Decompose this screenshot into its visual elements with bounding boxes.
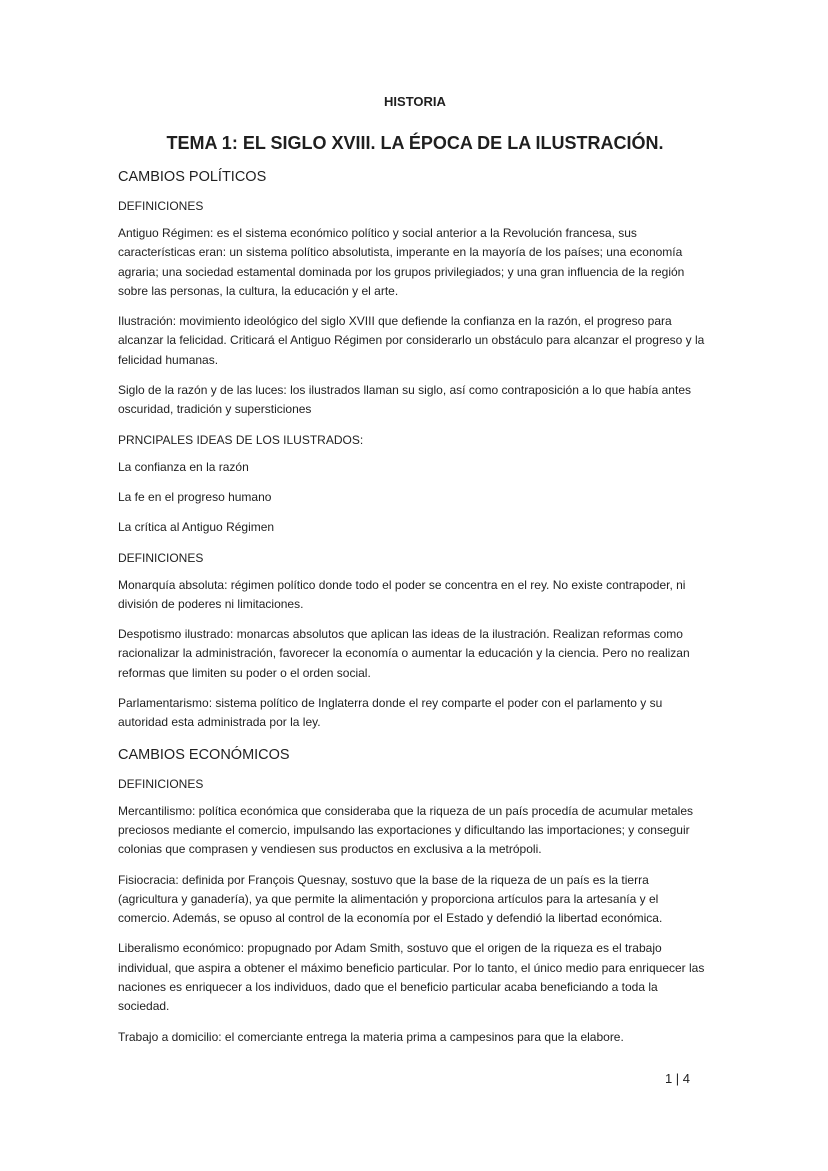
paragraph-liberalismo-economico: Liberalismo económico: propugnado por Adam Smith, sostuvo que el origen de la riqueza es el trabajo individual, que aspira a obtener el máximo beneficio particular. Por lo tanto, el único medio para enriquecer las naciones es enriquecer a los individuos, dado que el beneficio particular acaba beneficiando a toda la sociedad. — [118, 941, 705, 1014]
paragraph-trabajo-a-domicilio: Trabajo a domicilio: el comerciante entrega la materia prima a campesinos para que la elabore. — [118, 1029, 624, 1044]
section-heading-cambios-politicos: CAMBIOS POLÍTICOS — [118, 169, 267, 185]
paragraph-monarquia-absoluta: Monarquía absoluta: régimen político donde todo el poder se concentra en el rey. No existe contrapoder, ni división de poderes ni limitaciones. — [118, 577, 686, 611]
paragraph-parlamentarismo: Parlamentarismo: sistema político de Inglaterra donde el rey comparte el poder con el parlamento y su autoridad esta administrada por la ley. — [118, 696, 663, 730]
document-content — [118, 94, 712, 1047]
paragraph-antiguo-regimen: Antiguo Régimen: es el sistema económico político y social anterior a la Revolución francesa, sus características eran: un sistema político absolutista, imperante en la mayoría de los países; una economía agraria; una sociedad estamental dominada por los grupos privilegiados; y una gran influencia de la región sobre las personas, la cultura, la educación y el arte. — [118, 226, 685, 298]
subheading-principales-ideas: PRNCIPALES IDEAS DE LOS ILUSTRADOS: — [118, 432, 364, 447]
subheading-definiciones-3: DEFINICIONES — [118, 776, 204, 791]
paragraph-ilustracion: Ilustración: movimiento ideológico del siglo XVIII que defiende la confianza en la razón, el progreso para alcanzar la felicidad. Criticará el Antiguo Régimen por considerarlo un obstáculo para alcanzar el progreso y la felicidad humanas. — [118, 314, 705, 367]
paragraph-critica-antiguo-regimen: La crítica al Antiguo Régimen — [118, 520, 275, 535]
paragraph-confianza-razon: La confianza en la razón — [118, 459, 249, 474]
section-heading-cambios-economicos: CAMBIOS ECONÓMICOS — [118, 746, 290, 763]
document-title: TEMA 1: EL SIGLO XVIII. LA ÉPOCA DE LA ILUSTRACIÓN. — [166, 133, 664, 153]
document-kicker: HISTORIA — [384, 94, 446, 109]
paragraph-despotismo-ilustrado: Despotismo ilustrado: monarcas absolutos que aplican las ideas de la ilustración. Realizan reformas como racionalizar la administración, favorecer la economía o aumentar la educación y la ciencia. Pero no realizan reformas que limiten su poder o el orden social. — [118, 627, 690, 680]
page-number: 1 | 4 — [664, 1071, 690, 1086]
paragraph-fe-progreso: La fe en el progreso humano — [118, 489, 272, 504]
paragraph-fisiocracia: Fisiocracia: definida por François Quesnay, sostuvo que la base de la riqueza de un país es la tierra (agricultura y ganadería), ya que permite la alimentación y proporciona artículos para la artesanía y el comercio. Además, se opuso al control de la economía por el Estado y defendió la libertad económica. — [118, 872, 663, 926]
subheading-definiciones-2: DEFINICIONES — [118, 550, 204, 565]
subheading-definiciones-1: DEFINICIONES — [118, 199, 204, 213]
paragraph-siglo-de-la-razon: Siglo de la razón y de las luces: los ilustrados llaman su siglo, así como contraposición a lo que había antes oscuridad, tradición y supersticiones — [118, 383, 691, 417]
paragraph-mercantilismo: Mercantilismo: política económica que consideraba que la riqueza de un país procedía de acumular metales preciosos mediante el comercio, impulsando las exportaciones y dificultando las importaciones; y conseguir colonias que comprasen y vendiesen sus productos en exclusiva a la metrópoli. — [118, 803, 693, 857]
